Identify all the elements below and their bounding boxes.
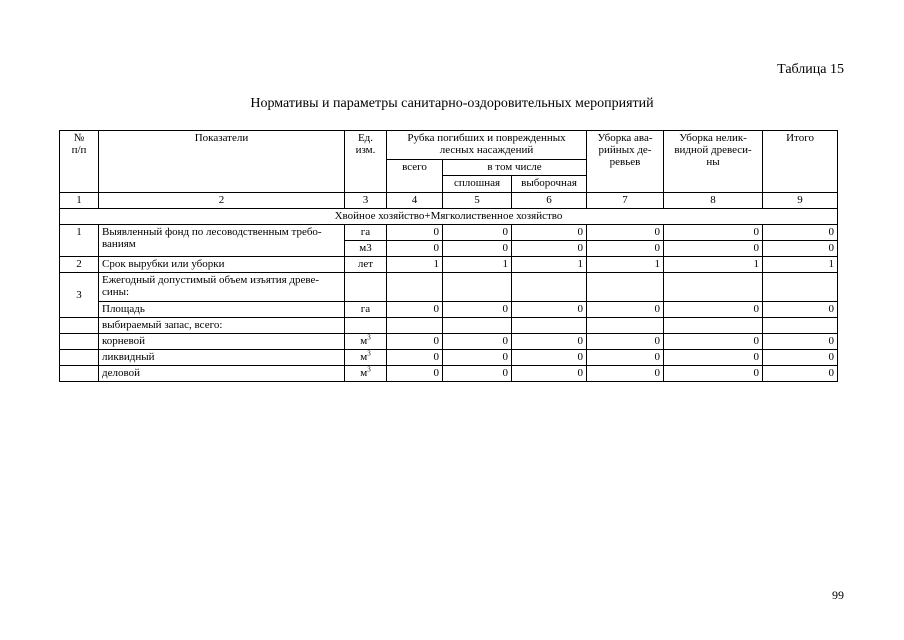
table-cell: 0 [587,366,664,382]
col-num-6: 6 [512,193,587,209]
page-number: 99 [832,588,844,602]
table-cell: 1 [763,257,838,273]
table-cell: 0 [587,302,664,318]
document-title: Нормативы и параметры санитарно-оздоровительных мероприятий [250,96,654,111]
header-total: Итого [763,131,838,193]
col-num-2: 2 [99,193,345,209]
header-emergency: Уборка ава- рийных де- ревьев [587,131,664,193]
row-num: 2 [60,257,99,273]
table-cell: 0 [664,241,763,257]
table-cell: 0 [387,302,443,318]
table-cell: 0 [387,225,443,241]
table-cell [345,273,387,302]
table-cell [512,273,587,302]
header-selective: выборочная [512,176,587,193]
table-cell [664,273,763,302]
row-name: корневой [99,334,345,350]
table-cell: 0 [664,350,763,366]
table-cell [587,318,664,334]
table-cell: 0 [387,350,443,366]
table-cell: 0 [443,334,512,350]
table-cell: 0 [512,350,587,366]
table-cell: 0 [512,241,587,257]
table-cell: 0 [763,334,838,350]
table-cell: 0 [664,225,763,241]
row-name: Выявленный фонд по лесоводственным требо- ваниям [99,225,345,257]
header-illiquid: Уборка нелик- видной древеси- ны [664,131,763,193]
header-indicators: Показатели [99,131,345,193]
row-num: 3 [60,273,99,318]
header-including: в том числе [443,160,587,176]
col-num-5: 5 [443,193,512,209]
table-cell [60,334,99,350]
table-cell: 0 [512,334,587,350]
table-cell: 0 [512,225,587,241]
table-cell: 0 [512,302,587,318]
header-num: № п/п [60,131,99,193]
table-cell: 0 [387,334,443,350]
table-cell [387,318,443,334]
row-unit: га [345,302,387,318]
col-num-9: 9 [763,193,838,209]
table-cell [443,318,512,334]
col-num-4: 4 [387,193,443,209]
table-cell: 0 [587,225,664,241]
col-num-3: 3 [345,193,387,209]
table-cell: 0 [387,241,443,257]
table-label: Таблица 15 [777,62,844,77]
norms-table [59,130,838,382]
table-cell [60,318,99,334]
col-num-8: 8 [664,193,763,209]
table-cell: 0 [763,225,838,241]
row-num: 1 [60,225,99,257]
row-name: Ежегодный допустимый объем изъятия древе- сины: [99,273,345,302]
row-name: ликвидный [99,350,345,366]
col-num-7: 7 [587,193,664,209]
table-cell [60,350,99,366]
row-name: выбираемый запас, всего: [99,318,345,334]
header-solid: сплошная [443,176,512,193]
header-total-sub: всего [387,160,443,193]
table-cell [664,318,763,334]
table-cell [345,318,387,334]
table-cell: 0 [443,225,512,241]
row-unit: м3 [345,241,387,257]
row-name: деловой [99,366,345,382]
table-cell: 0 [763,366,838,382]
table-cell [60,366,99,382]
table-cell: 0 [664,334,763,350]
header-cutting: Рубка погибших и поврежденных лесных насаждений [387,131,587,160]
table-cell: 1 [587,257,664,273]
table-cell: 0 [664,302,763,318]
row-unit: $м^3$ [345,334,387,350]
table-cell: 0 [763,350,838,366]
table-cell [443,273,512,302]
table-cell: 0 [763,302,838,318]
row-unit: $м^3$ [345,366,387,382]
row-name: Срок вырубки или уборки [99,257,345,273]
table-cell: 0 [443,350,512,366]
row-unit: лет [345,257,387,273]
table-cell [763,273,838,302]
table-cell: 0 [587,334,664,350]
table-cell: 0 [512,366,587,382]
table-cell [387,273,443,302]
table-cell: 1 [512,257,587,273]
table-cell: 0 [763,241,838,257]
row-name: Площадь [99,302,345,318]
table-cell: 0 [587,241,664,257]
table-cell: 0 [664,366,763,382]
col-num-1: 1 [60,193,99,209]
table-cell: 0 [443,302,512,318]
table-cell: 0 [443,366,512,382]
row-unit: $м^3$ [345,350,387,366]
table-cell: 0 [443,241,512,257]
table-cell: 1 [443,257,512,273]
table-cell: 0 [587,350,664,366]
table-cell: 0 [387,366,443,382]
section-title: Хвойное хозяйство+Мягколиственное хозяйство [60,209,838,225]
table-cell: 1 [387,257,443,273]
row-unit: га [345,225,387,241]
header-unit: Ед. изм. [345,131,387,193]
table-cell [587,273,664,302]
table-cell: 1 [664,257,763,273]
table-cell [763,318,838,334]
table-cell [512,318,587,334]
